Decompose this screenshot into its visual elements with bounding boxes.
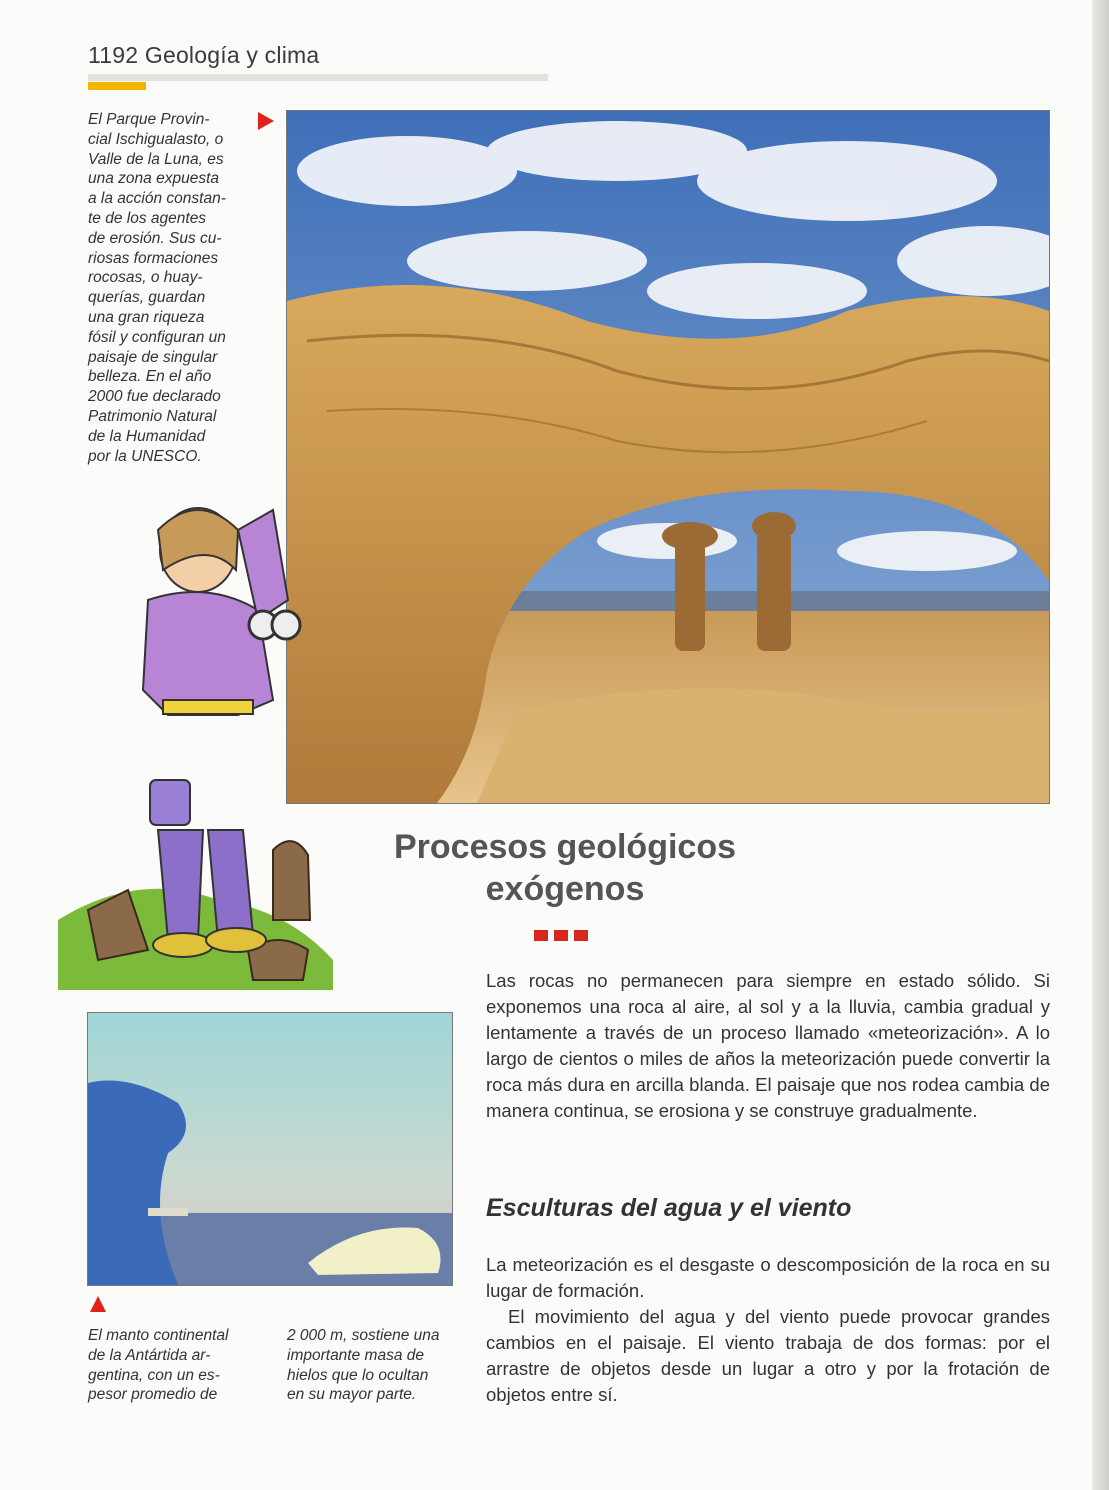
caption-line: te de los agentes: [88, 209, 207, 227]
title-decoration: [534, 928, 594, 946]
caption-line: querías, guardan: [88, 289, 206, 307]
caption-pointer-right-icon: [258, 112, 274, 130]
page-edge-shadow: [1092, 0, 1109, 1490]
antarctica-ice-illustration: [88, 1013, 452, 1285]
section-title: Geología y clima: [144, 42, 320, 68]
chapter-title-line1: Procesos geológicos: [394, 828, 736, 866]
red-square-icon: [534, 930, 548, 941]
header-accent-bar: [88, 82, 146, 90]
caption-line: 2 000 m, sostiene una: [287, 1327, 440, 1344]
rock-arch-illustration: [287, 111, 1049, 803]
girl-explorer-illustration: [58, 490, 338, 990]
red-square-icon: [554, 930, 568, 941]
caption-line: fósil y configuran un: [88, 328, 226, 346]
photo-rock-arch: [286, 110, 1050, 804]
caption-line: Patrimonio Natural: [88, 407, 217, 425]
red-square-icon: [574, 930, 588, 941]
caption-line: de erosión. Sus cu-: [88, 229, 222, 247]
caption-line: paisaje de singular: [88, 348, 218, 366]
caption-line: El Parque Provin-: [88, 111, 210, 128]
caption-line: pesor promedio de: [88, 1386, 218, 1404]
intro-paragraph: Las rocas no permanecen para siempre en estado sólido. Si exponemos una roca al aire, al sol y a la lluvia, cambia gradual y lentamente a través de un proceso llamado «meteorización». A lo largo de cientos o miles de años la meteorización puede convertir la roca más dura en arcilla blanda. El paisaje que nos rodea cambia de manera continua, se erosiona y se construye gradualmente.: [486, 970, 1050, 1121]
caption-line: por la UNESCO.: [88, 447, 202, 465]
paragraph-meteorization: La meteorización es el desgaste o descomposición de la roca en su lugar de formación.: [486, 1254, 1050, 1301]
caption-line: El manto continental: [88, 1327, 229, 1344]
caption-line: gentina, con un es-: [88, 1366, 220, 1384]
caption-line: belleza. En el año: [88, 368, 212, 386]
caption-line: en su mayor parte.: [287, 1386, 417, 1404]
caption-line: a la acción constan-: [88, 190, 226, 208]
page-header: [88, 42, 319, 69]
caption-pointer-up-icon: [90, 1296, 106, 1312]
caption-line: cial Ischigualasto, o: [88, 130, 224, 148]
paragraph-water-wind: El movimiento del agua y del viento puede provocar grandes cambios en el paisaje. El viento trabaja de dos formas: por el arrastre de objetos desde un lugar a otro y por la frotación de objetos entre sí.: [486, 1306, 1050, 1405]
caption-line: hielos que lo ocultan: [287, 1366, 429, 1384]
caption-line: riosas formaciones: [88, 249, 219, 267]
caption-antarctica-col2: [287, 1326, 467, 1405]
caption-line: de la Humanidad: [88, 427, 206, 445]
caption-antarctica-col1: [88, 1326, 268, 1405]
caption-line: Valle de la Luna, es: [88, 150, 224, 168]
chapter-title-line2: exógenos: [485, 870, 645, 908]
caption-line: importante masa de: [287, 1346, 424, 1364]
caption-line: 2000 fue declarado: [88, 388, 221, 406]
caption-line: una zona expuesta: [88, 170, 219, 188]
chapter-title: [330, 826, 800, 910]
page-number: 1192: [88, 42, 139, 68]
section-subheading: Esculturas del agua y el viento: [486, 1194, 852, 1222]
caption-line: rocosas, o huay-: [88, 269, 203, 287]
caption-ischigualasto: [88, 110, 250, 466]
header-rule: [88, 74, 548, 81]
caption-line: de la Antártida ar-: [88, 1346, 211, 1364]
photo-antarctica-ice: [87, 1012, 453, 1286]
caption-line: una gran riqueza: [88, 308, 205, 326]
